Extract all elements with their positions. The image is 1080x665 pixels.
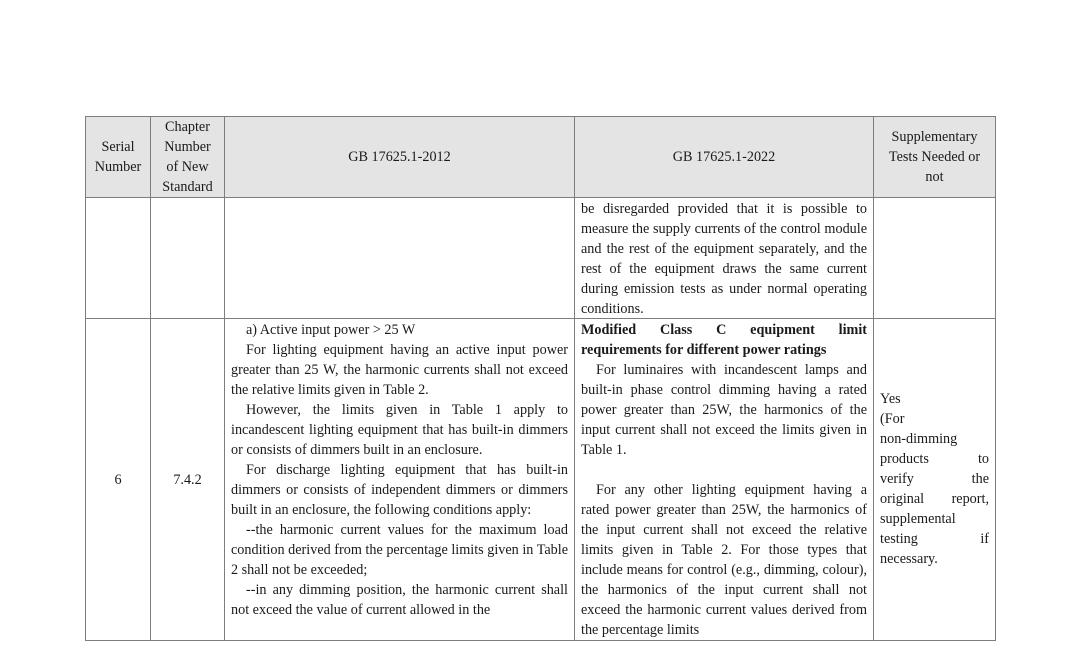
new-std-para: For any other lighting equipment having a rated power greater than 25W, the harmonics of the input current shall not exceed the relative limits given in Table 2. For those types that include means for control (e.g., dimming, colour), the harmonics of the input current shall not exceed the harmonic current values derived from the percentage limits — [581, 482, 867, 638]
supp-line: original report, — [880, 491, 989, 507]
row2-serial-cell: 6 — [86, 319, 151, 641]
old-std-para: However, the limits given in Table 1 apply to incandescent lighting equipment that has built-in dimmers or consists of dimmers built in an enclosure. — [231, 402, 568, 458]
row2-old-standard-cell — [225, 319, 575, 641]
supp-line: (For — [880, 411, 905, 427]
table-row — [86, 319, 996, 641]
header-row — [86, 117, 996, 198]
old-std-para: For discharge lighting equipment that has built-in dimmers or consists of independent dimmers or dimmers built in an enclosure, the following conditions apply: — [231, 462, 568, 518]
row1-new-standard-text: be disregarded provided that it is possible to measure the supply currents of the control module and the rest of the equipment separately, and the rest of the equipment draws the same current during emission tests as under normal operating conditions. — [581, 201, 867, 317]
header-old-standard: GB 17625.1-2012 — [225, 117, 575, 198]
old-std-para: For lighting equipment having an active input power greater than 25 W, the harmonic currents shall not exceed the relative limits given in Table 2. — [231, 342, 568, 398]
supp-line: verify the — [880, 471, 989, 487]
new-std-para: For luminaires with incandescent lamps and built-in phase control dimming having a rated power greater than 25W, the harmonics of the input current shall not exceed the limits given in Table 1. — [581, 362, 867, 458]
supp-line: Yes — [880, 391, 901, 407]
header-serial-number: Serial Number — [86, 117, 151, 198]
table-row — [86, 198, 996, 319]
paragraph-gap — [581, 460, 867, 480]
new-std-heading: Modified Class C equipment limit requirements for different power ratings — [581, 322, 867, 358]
old-std-para: --in any dimming position, the harmonic current shall not exceed the value of current allowed in the — [231, 582, 568, 618]
row1-serial-cell — [86, 198, 151, 319]
row2-chapter-cell: 7.4.2 — [151, 319, 225, 641]
row1-new-standard-cell — [575, 198, 874, 319]
supp-line: products to — [880, 451, 989, 467]
supp-line: testing if — [880, 531, 989, 547]
comparison-table — [85, 116, 996, 641]
supp-line: necessary. — [880, 551, 938, 567]
header-chapter-number: Chapter Number of New Standard — [151, 117, 225, 198]
old-std-para: a) Active input power > 25 W — [246, 322, 416, 338]
row1-supplementary-cell — [874, 198, 996, 319]
row2-supplementary-cell — [874, 319, 996, 641]
old-std-para: --the harmonic current values for the maximum load condition derived from the percentage limits given in Table 2 shall not be exceeded; — [231, 522, 568, 578]
header-supplementary-tests: Supplementary Tests Needed or not — [874, 117, 996, 198]
row1-old-standard-cell — [225, 198, 575, 319]
supp-line: non-dimming — [880, 431, 958, 447]
row2-new-standard-cell — [575, 319, 874, 641]
header-new-standard: GB 17625.1-2022 — [575, 117, 874, 198]
supp-line: supplemental — [880, 511, 956, 527]
row1-chapter-cell — [151, 198, 225, 319]
